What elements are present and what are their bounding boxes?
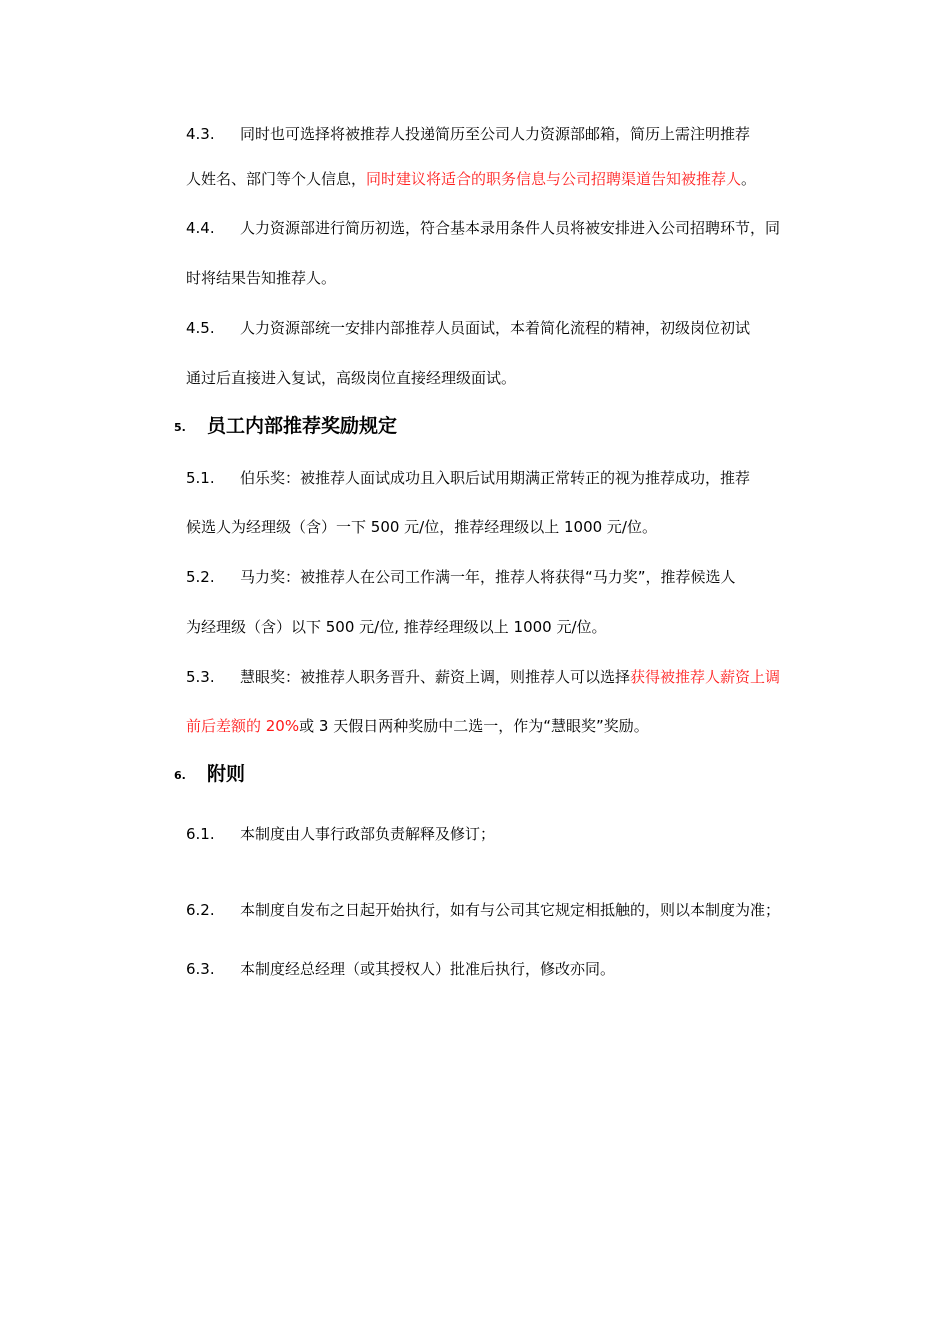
item-number: 5.2. xyxy=(186,568,215,586)
paragraph-line: 马力奖：被推荐人在公司工作满一年，推荐人将获得“马力奖”，推荐候选人 xyxy=(240,568,736,586)
item-number: 6.1. xyxy=(186,825,215,843)
paragraph-line xyxy=(186,169,756,189)
paragraph-line: 本制度由人事行政部负责解释及修订； xyxy=(240,825,496,843)
paragraph-line xyxy=(240,667,780,687)
item-number: 4.4. xyxy=(186,219,215,237)
item-number: 5.3. xyxy=(186,668,215,686)
paragraph-line: 为经理级（含）以下 500 元/位, 推荐经理级以上 1000 元/位。 xyxy=(186,618,607,636)
text-run: 。 xyxy=(741,170,757,188)
highlighted-text: 同时建议将适合的职务信息与公司招聘渠道告知被推荐人 xyxy=(366,170,742,188)
item-number: 4.5. xyxy=(186,319,215,337)
paragraph-line: 人力资源部统一安排内部推荐人员面试，本着简化流程的精神，初级岗位初试 xyxy=(240,319,751,337)
paragraph-line xyxy=(186,716,649,736)
paragraph-line: 伯乐奖：被推荐人面试成功且入职后试用期满正常转正的视为推荐成功，推荐 xyxy=(240,469,751,487)
text-run: 慧眼奖：被推荐人职务晋升、薪资上调，则推荐人可以选择 xyxy=(240,668,631,686)
text-run: 人姓名、部门等个人信息， xyxy=(186,170,367,188)
item-number: 5.1. xyxy=(186,469,215,487)
section-number: 5. xyxy=(174,421,186,434)
paragraph-line: 人力资源部进行简历初选，符合基本录用条件人员将被安排进入公司招聘环节，同 xyxy=(240,219,781,237)
section-heading: 附则 xyxy=(207,763,246,785)
section-heading: 员工内部推荐奖励规定 xyxy=(207,415,398,437)
paragraph-line: 候选人为经理级（含）一下 500 元/位，推荐经理级以上 1000 元/位。 xyxy=(186,518,657,536)
item-number: 6.3. xyxy=(186,960,215,978)
section-number: 6. xyxy=(174,769,186,782)
paragraph-line: 时将结果告知推荐人。 xyxy=(186,269,337,287)
item-number: 6.2. xyxy=(186,901,215,919)
highlighted-text: 前后差额的 20% xyxy=(186,717,300,735)
highlighted-text: 获得被推荐人薪资上调 xyxy=(630,668,781,686)
item-number: 4.3. xyxy=(186,125,215,143)
paragraph-line: 本制度自发布之日起开始执行，如有与公司其它规定相抵触的，则以本制度为准； xyxy=(240,901,781,919)
paragraph-line: 同时也可选择将被推荐人投递简历至公司人力资源部邮箱，简历上需注明推荐 xyxy=(240,125,751,143)
paragraph-line: 本制度经总经理（或其授权人）批准后执行，修改亦同。 xyxy=(240,960,616,978)
paragraph-line: 通过后直接进入复试，高级岗位直接经理级面试。 xyxy=(186,369,517,387)
text-run: 或 3 天假日两种奖励中二选一，作为“慧眼奖”奖励。 xyxy=(299,717,649,735)
